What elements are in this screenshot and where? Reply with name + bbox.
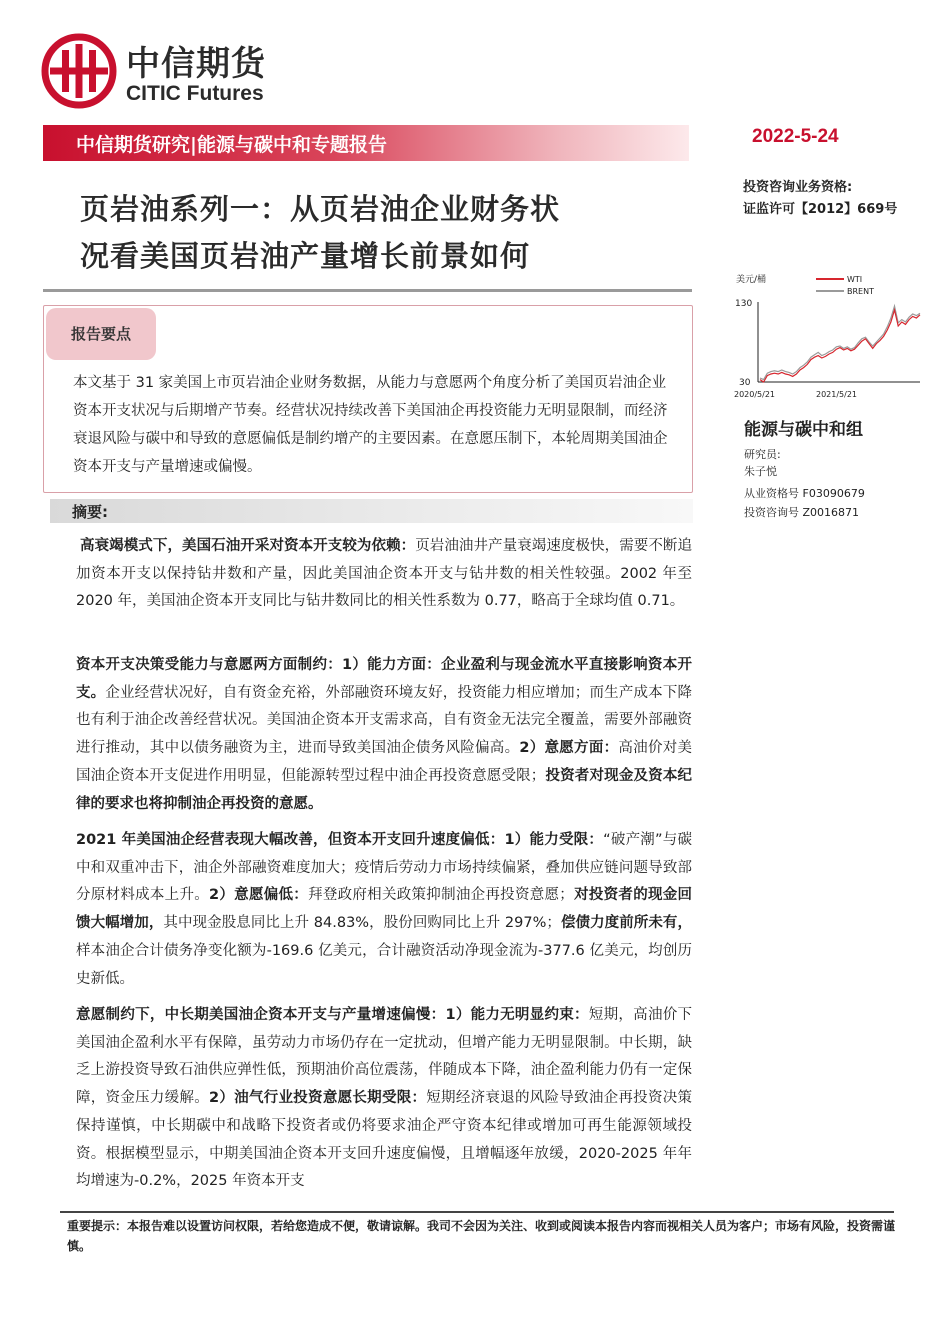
legend-wti-label: WTI — [847, 275, 863, 284]
summary-paragraph-3 — [76, 827, 692, 993]
qualification-line-2: 证监许可【2012】669号 — [743, 202, 898, 217]
banner-title: 中信期货研究|能源与碳中和专题报告 — [76, 134, 387, 156]
footer-divider — [60, 1211, 894, 1213]
footer-disclaimer: 重要提示：本报告难以设置访问权限，若给您造成不便，敬请谅解。我司不会因为关注、收到或阅读本报告内容而视相关人员为客户；市场有风险，投资需谨慎。 — [67, 1219, 896, 1253]
summary-label: 摘要: — [72, 503, 108, 521]
p3-debt-repay: 偿债力度前所未有， — [560, 915, 693, 932]
team-name: 能源与碳中和组 — [744, 420, 863, 440]
logo-name: 中信期货 — [126, 44, 266, 84]
p1-lead: 高衰竭模式下，美国石油开采对资本开支较为依赖： — [80, 538, 416, 554]
citic-logo-icon — [40, 32, 118, 110]
p3-body-2: 拜登政府相关政策抑制油企再投资意愿； — [308, 887, 574, 904]
p3-lead: 2021 年美国油企经营表现大幅改善，但资本开支回升速度偏低：1）能力受限： — [76, 832, 604, 848]
p2-will-label: 2）意愿方面： — [519, 740, 619, 757]
report-date: 2022-5-24 — [752, 126, 839, 147]
advisory-cert-number: 投资咨询号 Z0016871 — [744, 506, 860, 519]
logo-english-name: CITIC Futures — [126, 82, 264, 105]
p4-lead: 意愿制约下，中长期美国油企资本开支与产量增速偏慢：1）能力无明显约束： — [76, 1007, 589, 1023]
title-line-2: 况看美国页岩油产量增长前景如何 — [80, 239, 531, 273]
summary-header-bar — [50, 499, 693, 523]
title-divider — [43, 289, 692, 292]
p4-body-2: 短期经济衰退的风险导致油企再投资决策保持谨慎，中长期碳中和战略下投资者或仍将要求油企严守资本纪律或增加可再生能源领域投资。根据模型显示，中期美国油企资本开支回升速度偏慢，且增幅逐年放缓，2020-2025 年年均增速为-0.2%，2025 年资本开支 — [76, 1090, 693, 1190]
ytick-top: 130 — [735, 299, 753, 309]
summary-paragraph-1 — [76, 533, 692, 616]
key-points-text: 本文基于 31 家美国上市页岩油企业财务数据，从能力与意愿两个角度分析了美国页岩油企业资本开支状况与后期增产节奏。经营状况持续改善下美国油企再投资能力无明显限制，而经济衰退风险与碳中和导致的意愿偏低是制约增产的主要因素。在意愿压制下，本轮周期美国油企资本开支与产量增速或偏慢。 — [73, 375, 668, 475]
p2-lead: 资本开支决策受能力与意愿两方面制约：1）能力方面：企业盈利与现金流水平直接影响资本开支。 — [76, 657, 692, 701]
ytick-bottom: 30 — [739, 378, 751, 388]
p2-body-1: 企业经营状况好，自有资金充裕，外部融资环境友好，投资能力相应增加；而生产成本下降也有利于油企改善经营状况。美国油企资本开支需求高，自有资金无法完全覆盖，需要外部融资进行推动，其中以债务融资为主，进而导致美国油企债务风险偏高。 — [76, 684, 692, 757]
p4-body-1: 短期，高油价下美国油企盈利水平有保障，虽劳动力市场仍存在一定扰动，但增产能力无明显限制。中长期，缺乏上游投资导致石油供应弹性低，预期油价高位震荡，伴随成本下降，油企盈利能力仍有一定保障，资金压力缓解。 — [76, 1007, 692, 1107]
p3-body-1: “破产潮”与碳中和双重冲击下，油企外部融资难度加大；疫情后劳动力市场持续偏紧，叠加供应链问题导致部分原材料成本上升。 — [76, 832, 692, 904]
xtick-2: 2021/5/21 — [816, 390, 858, 399]
key-points-label: 报告要点 — [46, 308, 156, 360]
p1-body: 页岩油油井产量衰竭速度极快，需要不断追加资本开支以保持钻井数和产量，因此美国油企资本开支与钻井数的相关性较强。2002 年至 2020 年，美国油企资本开支同比与钻井数同比的相关性系数为 0.77，略高于全球均值 0.71。 — [76, 538, 693, 610]
qualification-line-1: 投资咨询业务资格: — [743, 180, 853, 195]
p3-body-3: 其中现金股息同比上升 84.83%，股份回购同比上升 297%； — [163, 915, 561, 932]
p3-cash-return: 对投资者的现金回馈大幅增加， — [76, 887, 693, 932]
report-title — [80, 186, 700, 280]
practice-cert-number: 从业资格号 F03090679 — [744, 487, 865, 500]
researcher-label: 研究员: — [744, 448, 781, 461]
legend-brent-label: BRENT — [847, 287, 874, 296]
title-line-1: 页岩油系列一：从页岩油企业财务状 — [80, 192, 561, 226]
summary-paragraph-2 — [76, 652, 692, 818]
p3-body-4: 样本油企合计债务净变化额为-169.6 亿美元，合计融资活动净现金流为-377.6 亿美元，均创历史新低。 — [76, 942, 692, 987]
oil-price-chart — [730, 268, 930, 404]
summary-paragraph-4 — [76, 1002, 692, 1196]
p3-will-label: 2）意愿偏低： — [209, 887, 309, 904]
p2-body-2: 高油价对美国油企资本开支促进作用明显，但能源转型过程中油企再投资意愿受限； — [76, 740, 693, 784]
chart-ylabel: 美元/桶 — [736, 275, 767, 285]
xtick-1: 2020/5/21 — [734, 390, 776, 399]
p2-investor-note: 投资者对现金及资本纪律的要求也将抑制油企再投资的意愿。 — [76, 767, 693, 812]
p4-will-label: 2）油气行业投资意愿长期受限： — [209, 1090, 427, 1107]
researcher-name: 朱子悦 — [744, 465, 777, 478]
